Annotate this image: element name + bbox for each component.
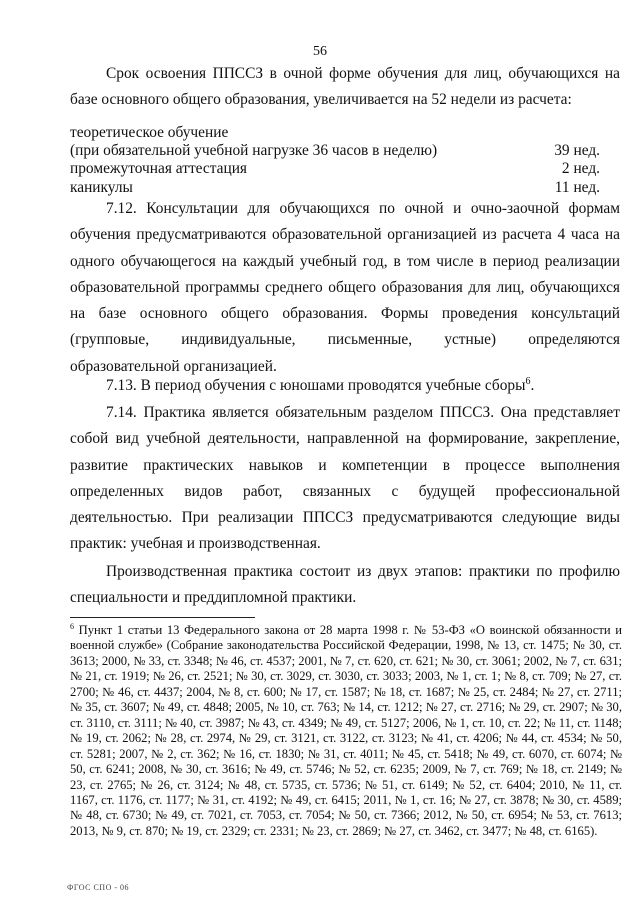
page-number: 56 <box>313 44 327 59</box>
schedule-list <box>70 124 600 197</box>
footnote-number: 6 <box>70 621 74 631</box>
schedule-value: 39 нед. <box>554 142 600 160</box>
schedule-label: теоретическое обучение <box>70 124 229 141</box>
schedule-row-load <box>70 142 600 160</box>
paragraph-7-13-end: . <box>530 377 535 394</box>
schedule-label: каникулы <box>70 178 133 196</box>
footnote-text: Пункт 1 статьи 13 Федерального закона от 28 марта 1998 г. № 53-ФЗ «О воинской обязанности и военной службе» (Собрание законодательства Российской Федерации, 1998, № 13, ст. 1475; № 30, ст. 3613; 2000, № 33, ст. 3348; № 46, ст. 4537; 2001, № 7, ст. 620, ст. 621; № 30, ст. 3061; 2002, № 7, ст. 631; № 21, ст. 1919; № 26, ст. 2521; № 30, ст. 3029, ст. 3030, ст. 3033; 2003, № 1, ст. 1; № 8, ст. 709; № 27, ст. 2700; № 46, ст. 4437; 2004, № 8, ст. 600; № 17, ст. 1587; № 18, ст. 1687; № 25, ст. 2484; № 27, ст. 2711; № 35, ст. 3607; № 49, ст. 4848; 2005, № 10, ст. 763; № 14, ст. 1212; № 27, ст. 2716; № 29, ст. 2907; № 30, ст. 3110, ст. 3111; № 40, ст. 3987; № 43, ст. 4349; № 49, ст. 5127; 2006, № 1, ст. 10, ст. 22; № 11, ст. 1148; № 19, ст. 2062; № 28, ст. 2974, № 29, ст. 3121, ст. 3122, ст. 3123; № 41, ст. 4206; № 44, ст. 4534; № 50, ст. 5281; 2007, № 2, ст. 362; № 16, ст. 1830; № 31, ст. 4011; № 45, ст. 5418; № 49, ст. 6070, ст. 6074; № 50, ст. 6241; 2008, № 30, ст. 3616; № 49, ст. 5746; № 52, ст. 6235; 2009, № 7, ст. 769; № 18, ст. 2149; № 23, ст. 2765; № 26, ст. 3124; № 48, ст. 5735, ст. 5736; № 51, ст. 6149; № 52, ст. 6404; 2010, № 11, ст. 1167, ст. 1176, ст. 1177; № 31, ст. 4192; № 49, ст. 6415; 2011, № 1, ст. 16; № 27, ст. 3878; № 30, ст. 4589; № 48, ст. 6730; № 49, ст. 7021, ст. 7053, ст. 7054; № 50, ст. 7366; 2012, № 50, ст. 6954; № 53, ст. 7613; 2013, № 9, ст. 870; № 19, ст. 2329; ст. 2331; № 23, ст. 2869; № 27, ст. 3462, ст. 3477; № 48, ст. 6165). <box>70 623 622 838</box>
paragraph-practice: Производственная практика состоит из двух этапов: практики по профилю специальности и преддипломной практики. <box>70 563 620 607</box>
footnote-reference: 6 <box>525 375 531 387</box>
schedule-row-attestation <box>70 160 600 178</box>
schedule-value <box>590 124 600 142</box>
footnote <box>70 623 622 839</box>
schedule-row-theory <box>70 124 600 142</box>
footnote-divider <box>70 617 255 618</box>
paragraph-7-14: 7.14. Практика является обязательным разделом ППССЗ. Она представляет собой вид учебной деятельности, направленной на формирование, закрепление, развитие практических навыков и компетенции в процессе выполнения определенных видов работ, связанных с будущей профессиональной деятельностью. При реализации ППССЗ предусматриваются следующие виды практик: учебная и производственная. <box>70 404 620 553</box>
schedule-row-vacation <box>70 179 600 197</box>
paragraph-7-13-text: 7.13. В период обучения с юношами проводятся учебные сборы <box>106 377 526 394</box>
paragraph-7-13 <box>70 373 620 399</box>
footer-mark: ФГОС СПО - 06 <box>67 883 130 892</box>
paragraph-7-12: 7.12. Консультации для обучающихся по очной и очно-заочной формам обучения предусматриваются образовательной организацией из расчета 4 часа на одного обучающегося на каждый учебный год, в том числе в период реализации образовательной программы среднего общего образования для лиц, обучающихся на базе основного общего образования. Формы проведения консультаций (групповые, индивидуальные, письменные, устные) определяются образовательной организацией. <box>70 200 620 375</box>
schedule-value: 2 нед. <box>561 160 600 178</box>
schedule-value: 11 нед. <box>554 178 600 196</box>
intro-paragraph: Срок освоения ППССЗ в очной форме обучения для лиц, обучающихся на базе основного общего образования, увеличивается на 52 недели из расчета: <box>70 65 620 109</box>
schedule-label: (при обязательной учебной нагрузке 36 часов в неделю) <box>70 142 438 160</box>
schedule-label: промежуточная аттестация <box>70 160 248 178</box>
